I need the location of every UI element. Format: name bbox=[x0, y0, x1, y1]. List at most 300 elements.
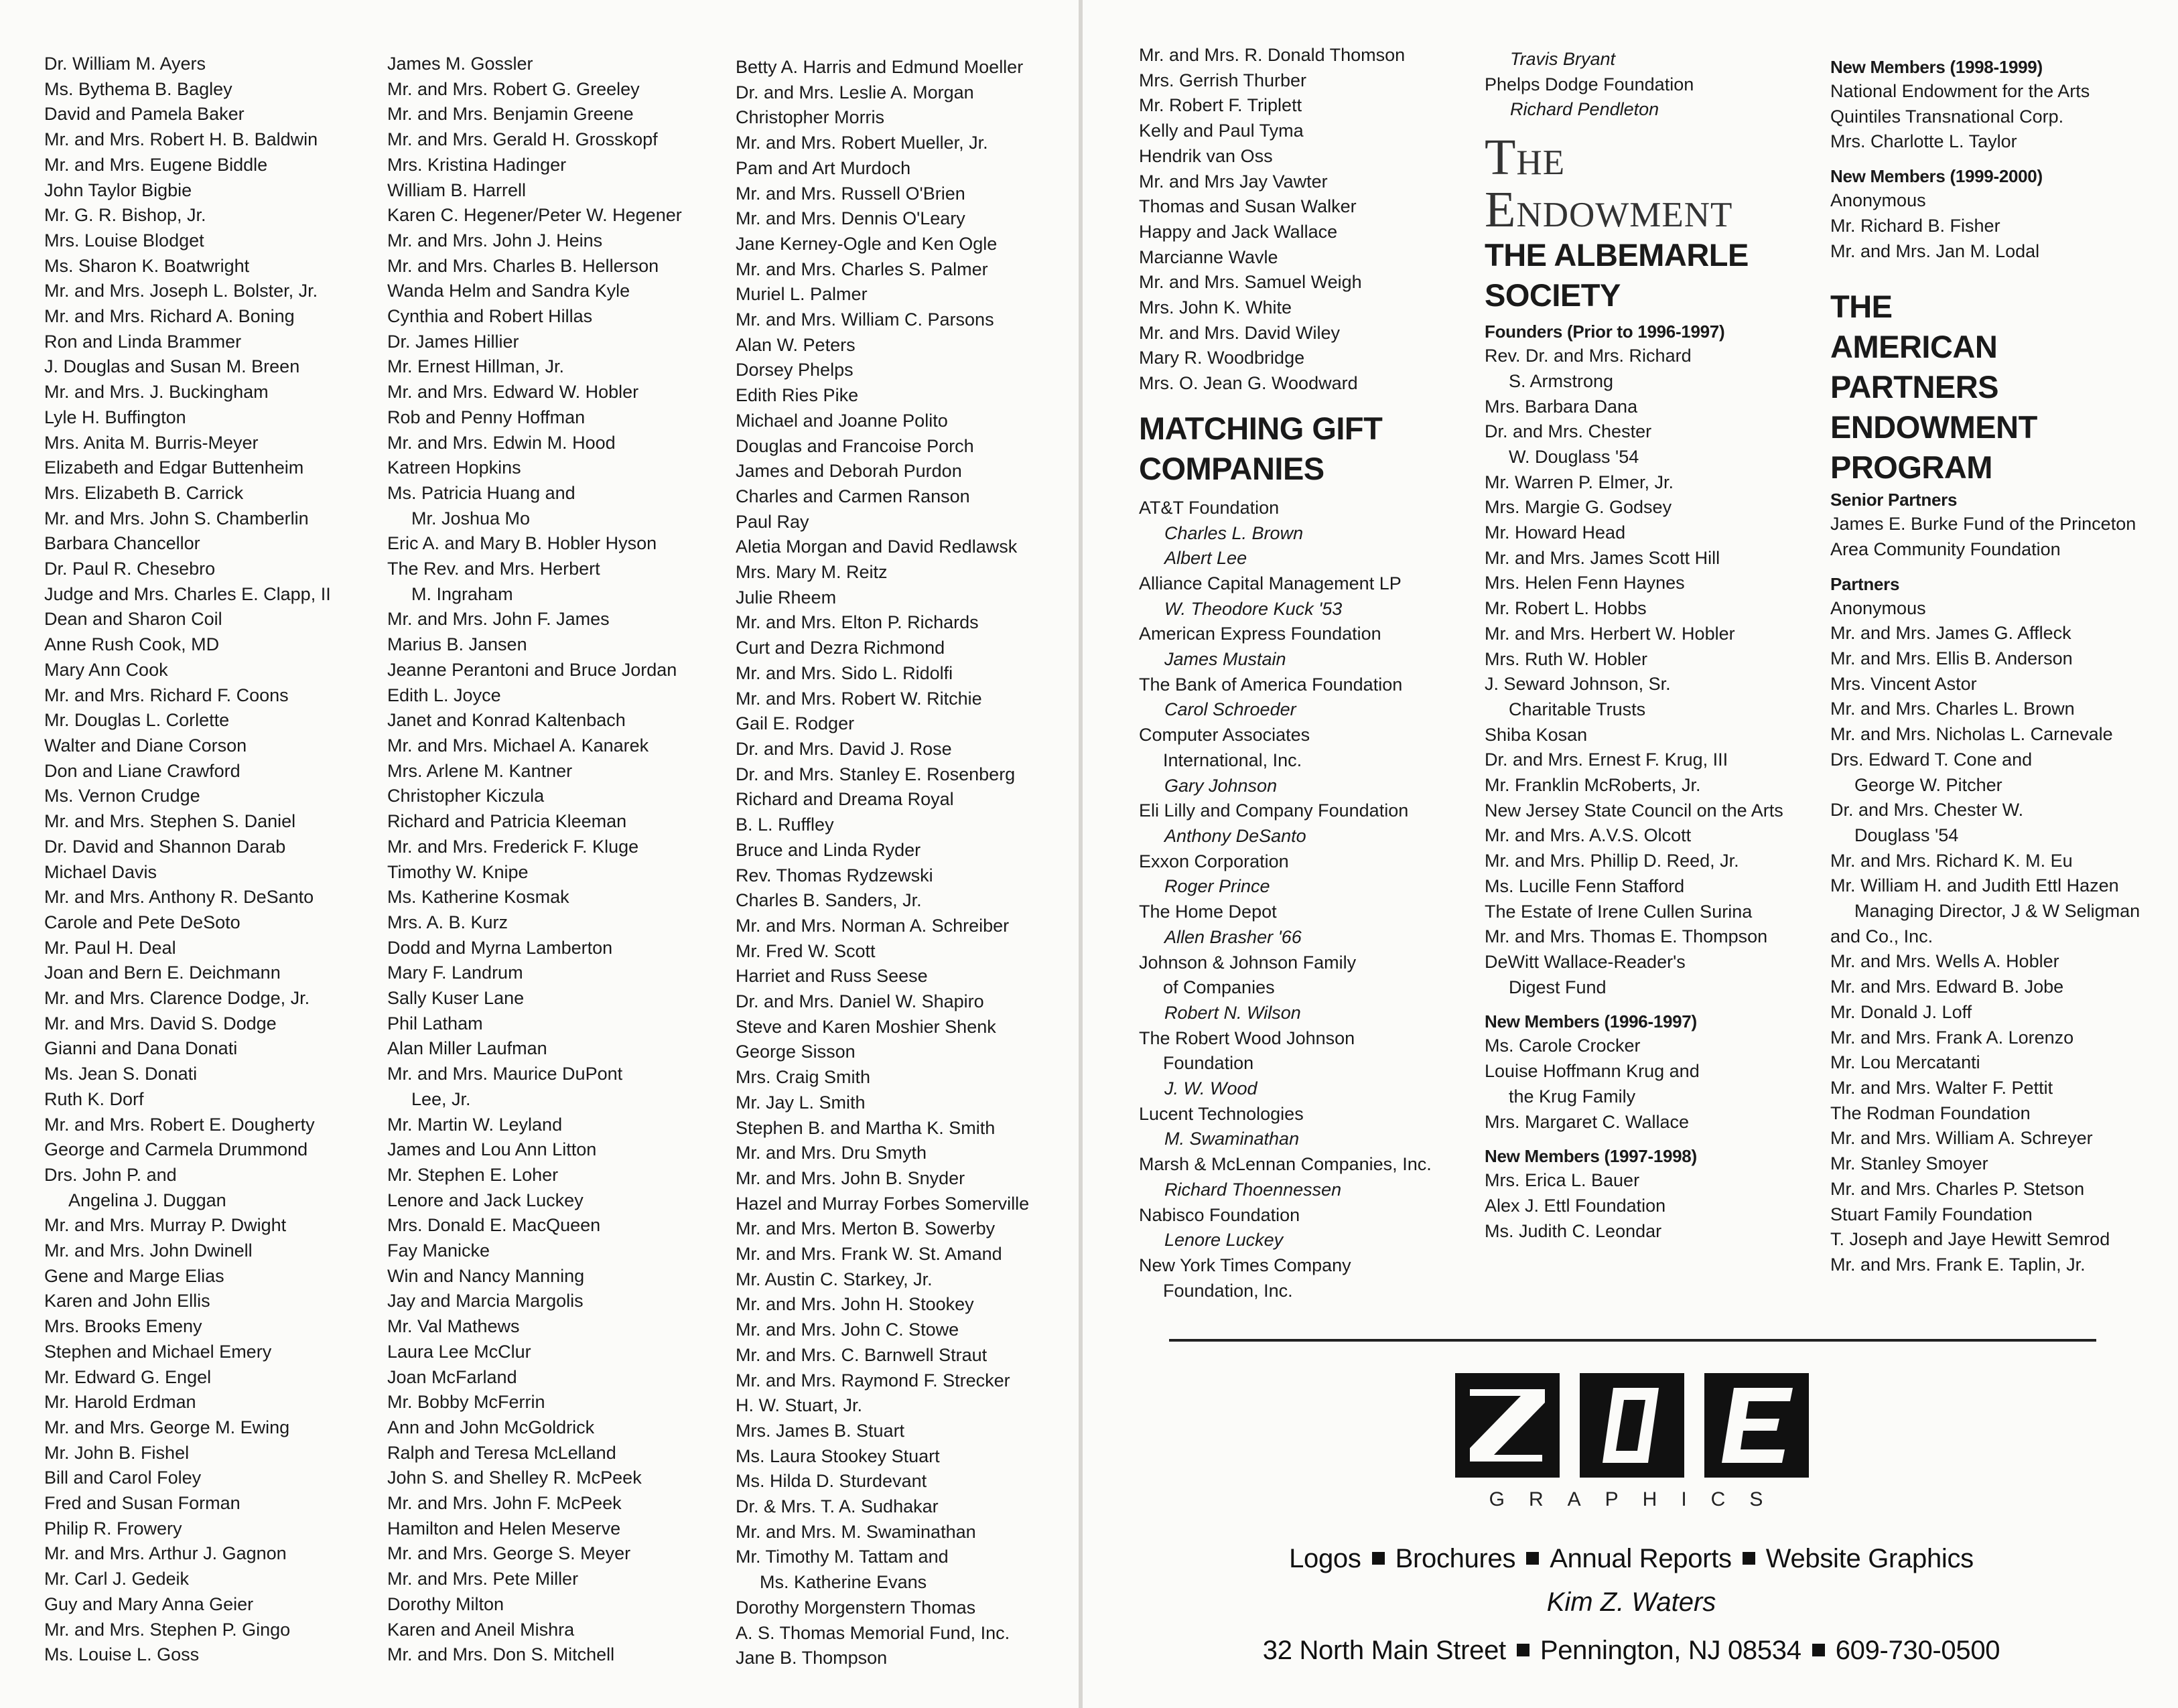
founder-name: Mr. Howard Head bbox=[1485, 522, 1626, 543]
right-column-1 bbox=[1139, 43, 1432, 1303]
founder-name: S. Armstrong bbox=[1509, 370, 1614, 391]
donor-name: Dr. & Mrs. T. A. Sudhakar bbox=[736, 1496, 939, 1517]
partner-name: Managing Director, J & W Seligman bbox=[1854, 901, 2140, 922]
member-name: Ms. Judith C. Leondar bbox=[1485, 1220, 1662, 1241]
matching-gift-entry: Charles L. Brown bbox=[1164, 522, 1304, 543]
donor-name: Dr. Paul R. Chesebro bbox=[44, 559, 216, 579]
donor-name: Mary R. Woodbridge bbox=[1139, 348, 1305, 368]
donor-name: Mr. and Mrs. Raymond F. Strecker bbox=[736, 1370, 1010, 1391]
matching-gift-entry: New York Times Company bbox=[1139, 1255, 1351, 1275]
donor-name: Mrs. Craig Smith bbox=[736, 1067, 871, 1088]
donor-name: Dr. and Mrs. Daniel W. Shapiro bbox=[736, 991, 984, 1012]
new-members-1999-list bbox=[1830, 188, 2140, 264]
donor-name: Mr. Ernest Hillman, Jr. bbox=[387, 356, 565, 377]
donor-name: Ralph and Teresa McLelland bbox=[387, 1442, 616, 1463]
founder-name: Shiba Kosan bbox=[1485, 724, 1588, 745]
donor-name: Mrs. A. B. Kurz bbox=[387, 912, 508, 932]
donor-name: Barbara Chancellor bbox=[44, 533, 200, 554]
matching-gift-entry: Foundation, Inc. bbox=[1163, 1280, 1293, 1301]
donor-name: Mr. and Mrs. John C. Stowe bbox=[736, 1320, 959, 1340]
founder-name: Charitable Trusts bbox=[1509, 699, 1646, 719]
donor-name: Mr. Martin W. Leyland bbox=[387, 1114, 563, 1135]
donor-name: Mr. Edward G. Engel bbox=[44, 1366, 212, 1387]
donor-name: Mr. Paul H. Deal bbox=[44, 937, 176, 958]
partner-name: Mr. and Mrs. Frank E. Taplin, Jr. bbox=[1830, 1254, 2086, 1275]
matching-gift-entry: Phelps Dodge Foundation bbox=[1485, 74, 1694, 94]
donor-name: Dorothy Morgenstern Thomas bbox=[736, 1597, 976, 1618]
donor-name: Mr. and Mrs. Edward W. Hobler bbox=[387, 382, 639, 403]
donor-name: Mr. and Mrs. Elton P. Richards bbox=[736, 612, 979, 633]
partner-name: Drs. Edward T. Cone and bbox=[1830, 749, 2033, 770]
founder-name: Mr. Franklin McRoberts, Jr. bbox=[1485, 775, 1701, 796]
donor-name: Mr. and Mrs. John B. Snyder bbox=[736, 1167, 965, 1188]
donor-name: Ms. Katherine Kosmak bbox=[387, 887, 569, 908]
donor-name: Don and Liane Crawford bbox=[44, 760, 241, 781]
donor-name: Ms. Vernon Crudge bbox=[44, 786, 200, 806]
donor-name: Mr. and Mrs. R. Donald Thomson bbox=[1139, 45, 1406, 65]
donor-name: Mr. Robert F. Triplett bbox=[1139, 95, 1302, 116]
donor-name: Mrs. Brooks Emeny bbox=[44, 1316, 202, 1337]
donor-name: Mr. and Mrs. Stephen S. Daniel bbox=[44, 811, 296, 832]
donor-name: Betty A. Harris and Edmund Moeller bbox=[736, 57, 1024, 77]
donor-name: Katreen Hopkins bbox=[387, 457, 521, 478]
donor-name: Richard and Patricia Kleeman bbox=[387, 811, 627, 832]
donor-name: Mary Ann Cook bbox=[44, 659, 168, 680]
donor-name: Cynthia and Robert Hillas bbox=[387, 306, 593, 327]
member-name: Mr. and Mrs. Jan M. Lodal bbox=[1830, 240, 2040, 261]
donor-name: Mr. and Mrs. John S. Chamberlin bbox=[44, 508, 309, 528]
donor-name: Walter and Diane Corson bbox=[44, 735, 247, 756]
matching-gift-entry: Roger Prince bbox=[1164, 876, 1270, 897]
donor-name: J. Douglas and Susan M. Breen bbox=[44, 356, 300, 377]
matching-gift-entry: Robert N. Wilson bbox=[1164, 1002, 1301, 1023]
matching-gift-entry: Eli Lilly and Company Foundation bbox=[1139, 800, 1409, 821]
donor-name: Mr. and Mrs. Edwin M. Hood bbox=[387, 432, 616, 453]
member-name: Mrs. Charlotte L. Taylor bbox=[1830, 131, 2017, 152]
american-partners-heading: THE AMERICAN PARTNERS ENDOWMENT PROGRAM bbox=[1830, 289, 2037, 486]
founder-name: Mrs. Ruth W. Hobler bbox=[1485, 648, 1648, 669]
donor-name: Jay and Marcia Margolis bbox=[387, 1291, 584, 1311]
donor-name: Fred and Susan Forman bbox=[44, 1493, 241, 1514]
donor-name: Mrs. Elizabeth B. Carrick bbox=[44, 482, 244, 503]
donor-name: M. Ingraham bbox=[411, 583, 513, 604]
founder-name: Rev. Dr. and Mrs. Richard bbox=[1485, 346, 1692, 366]
donor-name: Jane B. Thompson bbox=[736, 1648, 888, 1668]
donor-name: Mr. and Mrs. Charles S. Palmer bbox=[736, 259, 988, 279]
donor-name: Dorsey Phelps bbox=[736, 360, 854, 380]
donor-name: Muriel L. Palmer bbox=[736, 284, 868, 305]
donor-name: Michael and Joanne Polito bbox=[736, 410, 948, 431]
donor-name: Mrs. O. Jean G. Woodward bbox=[1139, 373, 1358, 394]
partner-name: Mr. Donald J. Loff bbox=[1830, 1001, 1972, 1022]
partner-name: Mrs. Vincent Astor bbox=[1830, 673, 1977, 694]
donor-name: Gail E. Rodger bbox=[736, 713, 855, 734]
new-members-1999-heading: New Members (1999-2000) bbox=[1830, 166, 2043, 187]
founder-name: Dr. and Mrs. Ernest F. Krug, III bbox=[1485, 750, 1728, 770]
donor-name: The Rev. and Mrs. Herbert bbox=[387, 559, 600, 579]
donor-name: Ms. Bythema B. Bagley bbox=[44, 78, 232, 99]
founder-name: J. Seward Johnson, Sr. bbox=[1485, 674, 1671, 695]
contact-name: Kim Z. Waters bbox=[1546, 1587, 1716, 1617]
partner-name: Mr. and Mrs. James G. Affleck bbox=[1830, 623, 2071, 644]
donor-name: Marcianne Wavle bbox=[1139, 246, 1278, 267]
donor-name: Aletia Morgan and David Redlawsk bbox=[736, 537, 1018, 557]
donor-name: Judge and Mrs. Charles E. Clapp, II bbox=[44, 583, 331, 604]
donor-name: Mr. and Mrs. Frederick F. Kluge bbox=[387, 836, 639, 857]
donor-name: Mr. Joshua Mo bbox=[411, 508, 531, 528]
donor-name: Mr. and Mrs. Arthur J. Gagnon bbox=[44, 1543, 287, 1564]
donor-name: Lyle H. Buffington bbox=[44, 407, 186, 427]
donor-name: Jane Kerney-Ogle and Ken Ogle bbox=[736, 233, 998, 254]
donor-name: Elizabeth and Edgar Buttenheim bbox=[44, 457, 304, 478]
donor-name: James M. Gossler bbox=[387, 54, 533, 74]
donor-name: Lenore and Jack Luckey bbox=[387, 1190, 584, 1210]
matching-gift-entry: James Mustain bbox=[1164, 649, 1286, 670]
member-name: Ms. Carole Crocker bbox=[1485, 1036, 1641, 1056]
donor-name: Sally Kuser Lane bbox=[387, 988, 525, 1009]
donor-name: Ms. Louise L. Goss bbox=[44, 1644, 200, 1665]
senior-partner-name: Area Community Foundation bbox=[1830, 539, 2061, 559]
founder-name: Mr. and Mrs. Thomas E. Thompson bbox=[1485, 926, 1768, 947]
donor-name: Mr. and Mrs. Robert E. Dougherty bbox=[44, 1114, 315, 1135]
member-name: the Krug Family bbox=[1509, 1086, 1636, 1107]
donor-name: Mr. and Mrs. George S. Meyer bbox=[387, 1543, 631, 1564]
donor-name: Edith Ries Pike bbox=[736, 385, 859, 406]
donor-name: Mr. Carl J. Gedeik bbox=[44, 1569, 190, 1589]
partner-name: Mr. Stanley Smoyer bbox=[1830, 1153, 1988, 1174]
donor-name: Dorothy Milton bbox=[387, 1593, 504, 1614]
donor-column-2 bbox=[387, 52, 682, 1668]
partner-name: Mr. and Mrs. Edward B. Jobe bbox=[1830, 977, 2064, 997]
donor-name: Dr. David and Shannon Darab bbox=[44, 836, 286, 857]
matching-gift-entry: Marsh & McLennan Companies, Inc. bbox=[1139, 1154, 1432, 1175]
donor-name: Happy and Jack Wallace bbox=[1139, 221, 1338, 242]
new-members-1996-heading: New Members (1996-1997) bbox=[1485, 1011, 1697, 1032]
donor-name: Karen and Aneil Mishra bbox=[387, 1619, 575, 1640]
donor-name: Curt and Dezra Richmond bbox=[736, 638, 945, 658]
donor-name: Lee, Jr. bbox=[411, 1088, 471, 1109]
new-members-1996-list bbox=[1485, 1034, 1783, 1135]
matching-gift-entry: W. Theodore Kuck '53 bbox=[1164, 598, 1343, 619]
donor-name: Dr. James Hillier bbox=[387, 331, 519, 352]
donor-name: Ms. Sharon K. Boatwright bbox=[44, 255, 250, 276]
donor-name: Phil Latham bbox=[387, 1013, 483, 1034]
matching-gift-entry: J. W. Wood bbox=[1164, 1078, 1257, 1099]
donor-name: Joan McFarland bbox=[387, 1366, 517, 1387]
member-name: Alex J. Ettl Foundation bbox=[1485, 1195, 1666, 1216]
donor-name: Mrs. Arlene M. Kantner bbox=[387, 760, 573, 781]
partner-name: Mr. and Mrs. Ellis B. Anderson bbox=[1830, 648, 2073, 669]
zoe-graphics-logo bbox=[1455, 1373, 1809, 1478]
endowment-title: The Endowment bbox=[1485, 129, 1733, 238]
donor-name: Mrs. Kristina Hadinger bbox=[387, 154, 567, 175]
donor-name: Mr. and Mrs. Michael A. Kanarek bbox=[387, 735, 649, 756]
founder-name: Mrs. Margie G. Godsey bbox=[1485, 497, 1672, 518]
donor-name: Ms. Jean S. Donati bbox=[44, 1064, 198, 1084]
founder-name: The Estate of Irene Cullen Surina bbox=[1485, 901, 1753, 922]
donor-name: Mr. and Mrs. John F. James bbox=[387, 609, 610, 630]
donor-name: Mr. and Mrs. Sido L. Ridolfi bbox=[736, 662, 953, 683]
donor-name: William B. Harrell bbox=[387, 180, 527, 200]
donor-name: Mr. Fred W. Scott bbox=[736, 940, 876, 961]
donor-name: Mr. and Mrs. Murray P. Dwight bbox=[44, 1215, 287, 1236]
donor-name: Joan and Bern E. Deichmann bbox=[44, 963, 281, 983]
donor-name: Charles and Carmen Ranson bbox=[736, 486, 970, 506]
donor-name: Mr. and Mrs. John Dwinell bbox=[44, 1240, 253, 1261]
donor-name: John Taylor Bigbie bbox=[44, 180, 192, 200]
donor-name: B. L. Ruffley bbox=[736, 814, 834, 835]
donor-name: Mr. and Mrs. David S. Dodge bbox=[44, 1013, 277, 1034]
matching-gift-entry: American Express Foundation bbox=[1139, 624, 1381, 644]
donor-name: H. W. Stuart, Jr. bbox=[736, 1395, 863, 1416]
donor-name: James and Deborah Purdon bbox=[736, 461, 962, 482]
donor-name: Mr. and Mrs. Robert H. B. Baldwin bbox=[44, 129, 318, 150]
donor-name: Mr. and Mrs. William C. Parsons bbox=[736, 309, 994, 330]
donor-name: Hazel and Murray Forbes Somerville bbox=[736, 1193, 1030, 1214]
donor-name: Kelly and Paul Tyma bbox=[1139, 121, 1304, 141]
partner-name: Mr. and Mrs. Richard K. M. Eu bbox=[1830, 850, 2073, 871]
donor-name: Ms. Hilda D. Sturdevant bbox=[736, 1471, 927, 1492]
donor-name: Mr. and Mrs. J. Buckingham bbox=[44, 382, 269, 403]
donor-name: Mr. Val Mathews bbox=[387, 1316, 520, 1337]
donor-name: Dr. and Mrs. Stanley E. Rosenberg bbox=[736, 764, 1016, 784]
new-members-1997-list bbox=[1485, 1168, 1783, 1244]
donor-name: Mr. and Mrs. Joseph L. Bolster, Jr. bbox=[44, 281, 318, 301]
member-name: Anonymous bbox=[1830, 190, 1926, 211]
founders-heading: Founders (Prior to 1996-1997) bbox=[1485, 322, 1725, 342]
founder-name: Mrs. Helen Fenn Haynes bbox=[1485, 573, 1685, 593]
matching-gift-entry: Computer Associates bbox=[1139, 725, 1310, 745]
donor-name: Mr. and Mrs. Don S. Mitchell bbox=[387, 1644, 615, 1665]
matching-gift-entry: Travis Bryant bbox=[1510, 49, 1616, 69]
donor-name: Fay Manicke bbox=[387, 1240, 490, 1261]
partner-name: Stuart Family Foundation bbox=[1830, 1204, 2033, 1224]
donor-name: Steve and Karen Moshier Shenk bbox=[736, 1016, 996, 1037]
donor-name: Mr. and Mrs. John H. Stookey bbox=[736, 1294, 974, 1315]
donor-name: Ms. Katherine Evans bbox=[760, 1572, 927, 1593]
donor-name: Christopher Morris bbox=[736, 107, 885, 128]
albemarle-society-heading: THE ALBEMARLE SOCIETY bbox=[1485, 237, 1749, 313]
matching-gift-entry: The Home Depot bbox=[1139, 902, 1277, 922]
donor-name: Ms. Patricia Huang and bbox=[387, 482, 575, 503]
donor-name: Mr. Douglas L. Corlette bbox=[44, 710, 230, 731]
donor-name: Mr. and Mrs. Pete Miller bbox=[387, 1569, 579, 1589]
donor-name: Bill and Carol Foley bbox=[44, 1468, 202, 1488]
donor-name: Alan W. Peters bbox=[736, 334, 856, 355]
donor-name: Mr. and Mrs. Clarence Dodge, Jr. bbox=[44, 988, 310, 1009]
founders-list bbox=[1485, 344, 1783, 1000]
right-column-2 bbox=[1485, 47, 1783, 1244]
donor-name: Julie Rheem bbox=[736, 587, 837, 608]
donor-name: Mrs. Donald E. MacQueen bbox=[387, 1215, 601, 1236]
matching-gift-entry: Alliance Capital Management LP bbox=[1139, 573, 1402, 593]
donor-name: Mrs. Louise Blodget bbox=[44, 230, 204, 251]
partner-name: Douglass '54 bbox=[1854, 825, 1959, 845]
donor-name: Hamilton and Helen Meserve bbox=[387, 1518, 621, 1539]
donor-name: Karen C. Hegener/Peter W. Hegener bbox=[387, 205, 682, 226]
senior-partner-name: James E. Burke Fund of the Princeton bbox=[1830, 514, 2136, 535]
donor-name: Win and Nancy Manning bbox=[387, 1265, 585, 1286]
donor-name: Mr. and Mrs. George M. Ewing bbox=[44, 1417, 290, 1437]
founder-name: Mr. Warren P. Elmer, Jr. bbox=[1485, 472, 1674, 492]
matching-gift-entry: Anthony DeSanto bbox=[1164, 825, 1306, 846]
donor-name: Gene and Marge Elias bbox=[44, 1265, 224, 1286]
matching-gift-entry: Nabisco Foundation bbox=[1139, 1204, 1300, 1225]
donor-name: Karen and John Ellis bbox=[44, 1291, 210, 1311]
donor-name: Eric A. and Mary B. Hobler Hyson bbox=[387, 533, 657, 554]
donor-name: Mr. Bobby McFerrin bbox=[387, 1392, 545, 1413]
partner-name: Mr. William H. and Judith Ettl Hazen bbox=[1830, 875, 2119, 896]
donor-name: Mr. Timothy M. Tattam and bbox=[736, 1547, 949, 1567]
matching-gift-entry: Foundation bbox=[1163, 1053, 1254, 1074]
matching-gift-entry: The Robert Wood Johnson bbox=[1139, 1027, 1355, 1048]
partner-name: T. Joseph and Jaye Hewitt Semrod bbox=[1830, 1229, 2110, 1250]
donor-name: Mr. and Mrs. Dru Smyth bbox=[736, 1143, 927, 1163]
donor-name: Ruth K. Dorf bbox=[44, 1088, 144, 1109]
donor-column-1 bbox=[44, 52, 331, 1668]
donor-name: Mr. and Mrs. M. Swaminathan bbox=[736, 1521, 976, 1542]
donor-name: Ron and Linda Brammer bbox=[44, 331, 242, 352]
new-members-1998-heading: New Members (1998-1999) bbox=[1830, 57, 2043, 77]
donor-name: Mr. and Mrs. Russell O'Brien bbox=[736, 183, 965, 204]
donor-name: Mr. John B. Fishel bbox=[44, 1442, 190, 1463]
matching-gift-entry: of Companies bbox=[1163, 977, 1275, 998]
matching-gift-heading: MATCHING GIFT COMPANIES bbox=[1139, 410, 1383, 486]
donor-name: Mrs. Anita M. Burris-Meyer bbox=[44, 432, 259, 453]
partner-name: Dr. and Mrs. Chester W. bbox=[1830, 800, 2024, 821]
donor-name: Mr. and Mrs. Stephen P. Gingo bbox=[44, 1619, 291, 1640]
donor-name: Gianni and Dana Donati bbox=[44, 1038, 238, 1059]
donor-name: Stephen B. and Martha K. Smith bbox=[736, 1117, 996, 1138]
donor-name: Michael Davis bbox=[44, 861, 157, 882]
founder-name: Mr. Robert L. Hobbs bbox=[1485, 598, 1647, 619]
donor-name: Mr. and Mrs. C. Barnwell Straut bbox=[736, 1344, 988, 1365]
partners-list bbox=[1830, 596, 2140, 1278]
donor-name: Richard and Dreama Royal bbox=[736, 789, 954, 810]
logo-letter-o bbox=[1580, 1373, 1684, 1478]
donor-name: Drs. John P. and bbox=[44, 1164, 177, 1185]
divider-rule bbox=[1169, 1339, 2096, 1342]
partners-heading: Partners bbox=[1830, 573, 1900, 594]
donor-name: Laura Lee McClur bbox=[387, 1341, 531, 1362]
donor-name: Bruce and Linda Ryder bbox=[736, 839, 921, 860]
matching-gift-entry: Exxon Corporation bbox=[1139, 851, 1289, 871]
right-column-3 bbox=[1830, 55, 2140, 1278]
matching-gift-entry: Carol Schroeder bbox=[1164, 699, 1296, 720]
partner-name: Mr. and Mrs. Frank A. Lorenzo bbox=[1830, 1027, 2074, 1048]
donor-name: David and Pamela Baker bbox=[44, 104, 245, 125]
founder-name: Mr. and Mrs. Herbert W. Hobler bbox=[1485, 623, 1735, 644]
founder-name: Digest Fund bbox=[1509, 977, 1607, 997]
donor-name: George and Carmela Drummond bbox=[44, 1139, 308, 1160]
donor-name: Mr. Jay L. Smith bbox=[736, 1092, 866, 1113]
donor-name: Edith L. Joyce bbox=[387, 685, 501, 705]
donor-name: Douglas and Francoise Porch bbox=[736, 435, 974, 456]
donor-name: Mrs. James B. Stuart bbox=[736, 1420, 905, 1441]
donor-name: Mr. and Mrs. John F. McPeek bbox=[387, 1493, 622, 1514]
donor-name: Mr. Austin C. Starkey, Jr. bbox=[736, 1269, 933, 1289]
bullet-square-icon bbox=[1743, 1552, 1755, 1565]
donor-name: Christopher Kiczula bbox=[387, 786, 545, 806]
donor-name: George Sisson bbox=[736, 1042, 856, 1062]
matching-gift-entry: Richard Pendleton bbox=[1510, 99, 1659, 120]
donor-name: Mr. and Mrs Jay Vawter bbox=[1139, 171, 1328, 192]
donor-name: Paul Ray bbox=[736, 511, 809, 532]
donor-name: Dodd and Myrna Lamberton bbox=[387, 937, 613, 958]
donor-name: Mr. and Mrs. Eugene Biddle bbox=[44, 154, 268, 175]
donor-name: Dr. and Mrs. Leslie A. Morgan bbox=[736, 82, 974, 102]
donor-name: Anne Rush Cook, MD bbox=[44, 634, 220, 655]
donor-name: Mr. and Mrs. Robert W. Ritchie bbox=[736, 688, 982, 709]
bullet-square-icon bbox=[1812, 1644, 1825, 1656]
partner-name: Mr. and Mrs. William A. Schreyer bbox=[1830, 1128, 2093, 1149]
services-line: Logos Brochures Annual Reports Website Graphics bbox=[1289, 1544, 1974, 1573]
donor-name: Guy and Mary Anna Geier bbox=[44, 1593, 254, 1614]
member-name: Louise Hoffmann Krug and bbox=[1485, 1061, 1700, 1082]
founder-name: Ms. Lucille Fenn Stafford bbox=[1485, 875, 1685, 896]
partner-name: George W. Pitcher bbox=[1854, 774, 2002, 795]
donor-name: Mr. G. R. Bishop, Jr. bbox=[44, 205, 206, 226]
donor-name: Philip R. Frowery bbox=[44, 1518, 182, 1539]
matching-gift-entry: Lucent Technologies bbox=[1139, 1103, 1304, 1124]
partner-name: Mr. and Mrs. Charles L. Brown bbox=[1830, 699, 2075, 719]
donor-name: Hendrik van Oss bbox=[1139, 145, 1273, 166]
member-name: National Endowment for the Arts bbox=[1830, 81, 2090, 101]
donor-name: Janet and Konrad Kaltenbach bbox=[387, 710, 626, 731]
donor-name: James and Lou Ann Litton bbox=[387, 1139, 597, 1160]
donor-name: Mr. and Mrs. Richard F. Coons bbox=[44, 685, 289, 705]
donor-name: Rev. Thomas Rydzewski bbox=[736, 865, 933, 885]
donor-name: Mr. and Mrs. Maurice DuPont bbox=[387, 1064, 623, 1084]
left-page bbox=[0, 0, 1079, 1708]
matching-gift-entry: Richard Thoennessen bbox=[1164, 1179, 1342, 1200]
donor-name: Mr. Harold Erdman bbox=[44, 1392, 196, 1413]
donor-name: Angelina J. Duggan bbox=[68, 1190, 226, 1210]
partner-name: and Co., Inc. bbox=[1830, 926, 1933, 946]
new-members-1998-list bbox=[1830, 79, 2140, 155]
bullet-square-icon bbox=[1517, 1644, 1529, 1656]
donor-name: Mr. and Mrs. Samuel Weigh bbox=[1139, 272, 1362, 293]
founder-name: DeWitt Wallace-Reader's bbox=[1485, 951, 1686, 972]
donor-name: Mr. and Mrs. Gerald H. Grosskopf bbox=[387, 129, 658, 150]
donor-name: Mr. and Mrs. Anthony R. DeSanto bbox=[44, 887, 314, 908]
donor-name: Mr. and Mrs. Frank W. St. Amand bbox=[736, 1244, 1002, 1265]
donor-name: Mr. and Mrs. Charles B. Hellerson bbox=[387, 255, 659, 276]
donor-name: John S. and Shelley R. McPeek bbox=[387, 1468, 642, 1488]
matching-gift-entry: International, Inc. bbox=[1163, 750, 1302, 770]
senior-partners-heading: Senior Partners bbox=[1830, 490, 1958, 510]
address-line: 32 North Main Street Pennington, NJ 08534 609-730-0500 bbox=[1262, 1636, 2000, 1665]
donor-name: Mrs. Gerrish Thurber bbox=[1139, 70, 1307, 90]
bullet-square-icon bbox=[1526, 1552, 1539, 1565]
donor-name: Stephen and Michael Emery bbox=[44, 1341, 272, 1362]
partner-name: Mr. and Mrs. Charles P. Stetson bbox=[1830, 1178, 2085, 1199]
member-name: Mrs. Erica L. Bauer bbox=[1485, 1170, 1640, 1191]
logo-letter-e bbox=[1704, 1373, 1809, 1478]
donor-name: Mr. and Mrs. David Wiley bbox=[1139, 322, 1341, 343]
partner-name: Anonymous bbox=[1830, 597, 1926, 618]
partner-name: Mr. Lou Mercatanti bbox=[1830, 1052, 1980, 1073]
partner-name: Mr. and Mrs. Nicholas L. Carnevale bbox=[1830, 724, 2113, 745]
donor-name: Carole and Pete DeSoto bbox=[44, 912, 241, 932]
logo-letter-z bbox=[1455, 1373, 1560, 1478]
donor-name: Alan Miller Laufman bbox=[387, 1038, 547, 1059]
donor-name: Dr. William M. Ayers bbox=[44, 54, 206, 74]
member-name: Mrs. Margaret C. Wallace bbox=[1485, 1111, 1690, 1132]
founder-name: W. Douglass '54 bbox=[1509, 446, 1639, 467]
founder-name: Dr. and Mrs. Chester bbox=[1485, 421, 1652, 442]
donor-name: Mr. Stephen E. Loher bbox=[387, 1164, 559, 1185]
